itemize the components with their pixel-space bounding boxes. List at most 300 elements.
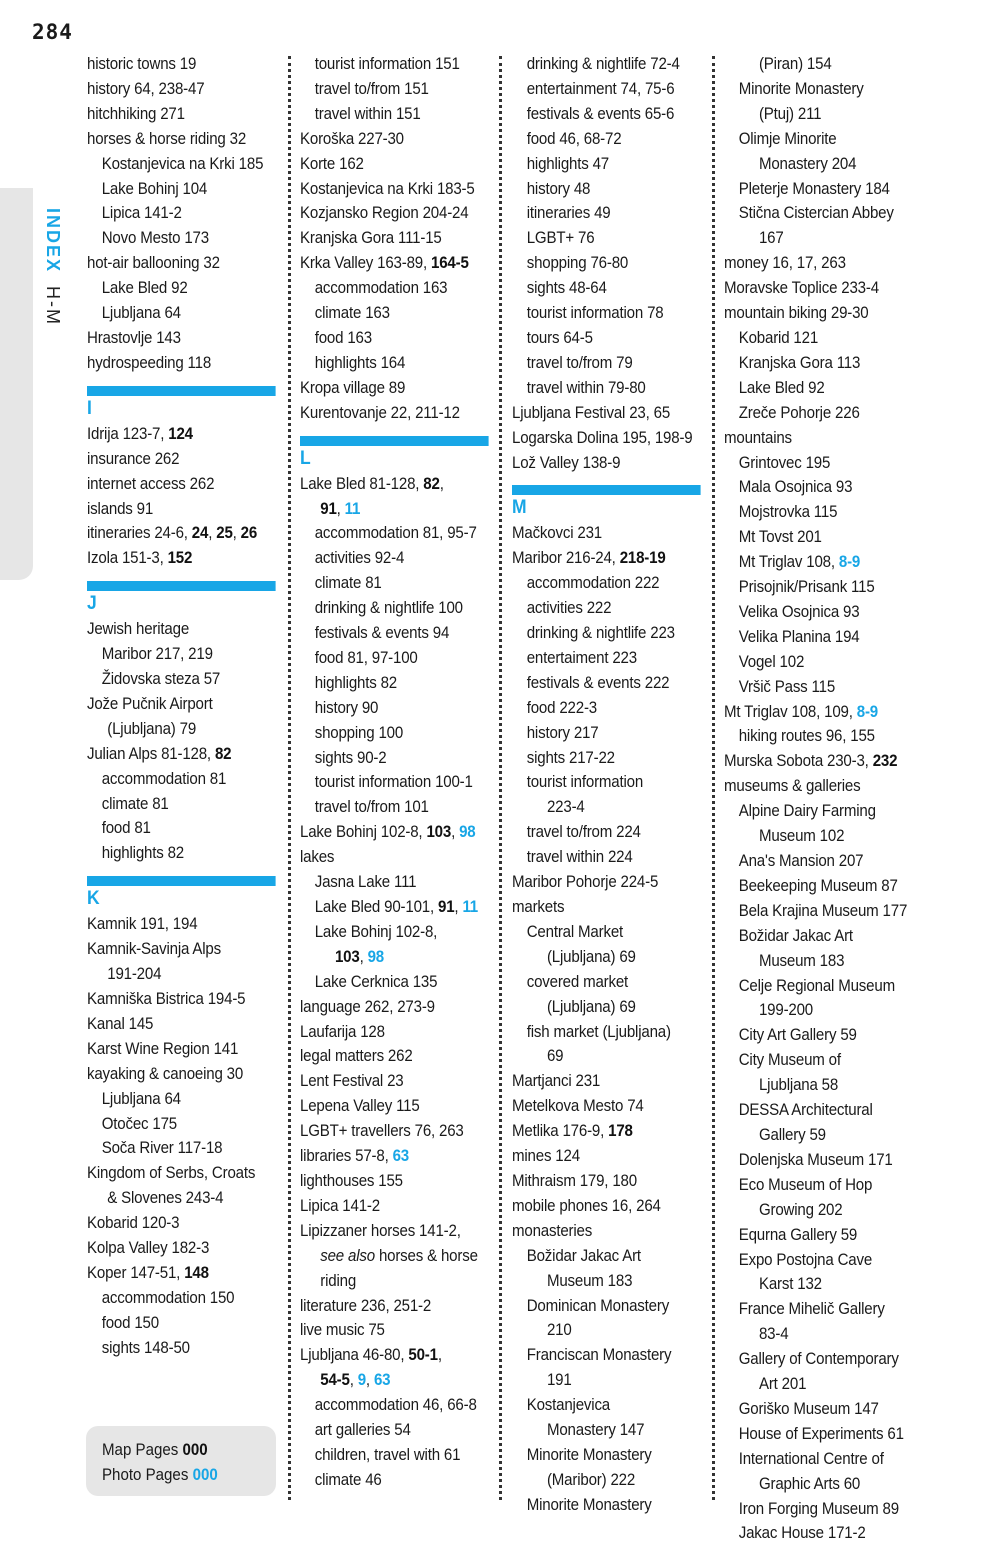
index-subentry <box>724 525 913 550</box>
entry-text: itineraries 49 <box>526 204 611 223</box>
photo-page-ref: 8-9 <box>838 553 861 572</box>
index-subentry <box>300 795 489 820</box>
entry-text: travel to/from 79 <box>526 353 633 372</box>
entry-text: , <box>349 1371 358 1390</box>
index-subentry <box>87 1336 271 1361</box>
index-subentry <box>87 1286 271 1311</box>
entry-text: accommodation 81, 95-7 <box>314 524 477 543</box>
index-subentry <box>724 376 913 401</box>
index-subentry <box>724 974 913 999</box>
index-entry <box>87 912 271 937</box>
section-header <box>300 436 489 472</box>
entry-text: Mt Triglav 108, <box>738 553 839 572</box>
entry-text: monasteries <box>512 1221 593 1240</box>
index-subentry <box>512 376 701 401</box>
entry-text: history 64, 238-47 <box>87 79 205 98</box>
page-key-legend <box>86 1426 276 1496</box>
column-divider <box>499 56 502 1500</box>
index-entry <box>87 1261 271 1286</box>
index-subentry <box>512 251 701 276</box>
index-subentry <box>512 1269 701 1294</box>
index-subentry <box>724 351 913 376</box>
index-entry <box>300 1194 489 1219</box>
section-header <box>87 876 271 912</box>
index-entry <box>87 1211 271 1236</box>
entry-text: , <box>359 947 368 966</box>
entry-text: Maribor Pohorje 224-5 <box>512 873 659 892</box>
entry-text: Lipica 141-2 <box>101 204 182 223</box>
index-entry <box>300 472 489 497</box>
index-subentry <box>300 102 489 127</box>
entry-text: Kamnik 191, 194 <box>87 915 198 934</box>
index-entry <box>87 251 271 276</box>
entry-text: accommodation 46, 66-8 <box>314 1396 477 1415</box>
entry-text: shopping 100 <box>314 723 404 742</box>
index-entry <box>87 521 271 546</box>
entry-text: Kostanjevica na Krki 183-5 <box>300 179 475 198</box>
entry-text: Growing 202 <box>758 1200 843 1219</box>
index-subentry <box>724 724 913 749</box>
entry-text: Beekeeping Museum 87 <box>738 876 898 895</box>
entry-text: Franciscan Monastery <box>526 1346 672 1365</box>
entry-text: accommodation 81 <box>101 769 227 788</box>
index-subentry <box>724 1372 913 1397</box>
entry-text: highlights 164 <box>314 353 406 372</box>
index-entry <box>724 700 913 725</box>
photo-page-ref: 63 <box>373 1371 391 1390</box>
entry-text: , <box>232 524 241 543</box>
entry-text: travel to/from 101 <box>314 798 429 817</box>
entry-text: Jakac House 171-2 <box>738 1524 866 1543</box>
index-subentry <box>300 646 489 671</box>
index-subentry <box>724 152 913 177</box>
section-header-bar <box>87 386 276 396</box>
section-header-bar <box>300 436 489 446</box>
index-entry <box>87 1062 271 1087</box>
index-subentry <box>724 824 913 849</box>
index-entry <box>724 426 913 451</box>
index-entry <box>724 251 913 276</box>
map-page-ref: 91 <box>320 499 337 518</box>
index-subentry <box>87 1087 271 1112</box>
entry-text: Kranjska Gora 111-15 <box>300 229 442 248</box>
index-subentry <box>300 521 489 546</box>
entry-text: France Mihelič Gallery <box>738 1300 885 1319</box>
entry-text: Dolenjska Museum 171 <box>738 1150 893 1169</box>
index-subentry <box>512 52 701 77</box>
entry-text: food 163 <box>314 328 372 347</box>
entry-text: Lake Bled 81-128, <box>300 474 424 493</box>
entry-text: Ljubljana 64 <box>101 304 181 323</box>
index-subentry <box>512 1493 701 1518</box>
photo-page-ref: 98 <box>459 823 476 842</box>
entry-text: (Ljubljana) 69 <box>546 947 636 966</box>
index-subentry <box>512 1343 701 1368</box>
entry-text: , <box>336 499 345 518</box>
entry-text: Kamnik-Savinja Alps <box>87 940 221 959</box>
index-subentry <box>512 696 701 721</box>
entry-text: Novo Mesto 173 <box>101 229 209 248</box>
index-subentry <box>512 1044 701 1069</box>
entry-text: , <box>437 1346 442 1365</box>
map-pages-row <box>102 1438 262 1463</box>
index-entry <box>87 326 271 351</box>
index-column-4 <box>724 52 913 1546</box>
entry-text: mountains <box>724 428 792 447</box>
index-subentry <box>87 301 271 326</box>
section-letter: I <box>87 397 92 419</box>
index-entry <box>300 1144 489 1169</box>
entry-text: Metelkova Mesto 74 <box>512 1097 644 1116</box>
entry-text: horses & horse riding 32 <box>87 129 247 148</box>
index-entry <box>512 546 701 571</box>
entry-text: food 150 <box>101 1313 159 1332</box>
index-subentry <box>724 849 913 874</box>
index-entry <box>512 1144 701 1169</box>
index-entry <box>87 52 271 77</box>
entry-text: Mala Osojnica 93 <box>738 478 853 497</box>
index-subentry <box>724 949 913 974</box>
entry-text: travel to/from 224 <box>526 823 641 842</box>
section-letter: K <box>87 888 100 910</box>
index-entry <box>300 820 489 845</box>
index-subentry <box>512 721 701 746</box>
index-subentry <box>300 301 489 326</box>
index-entry <box>300 127 489 152</box>
index-subentry <box>724 475 913 500</box>
index-entry <box>87 692 271 717</box>
index-entry <box>512 451 701 476</box>
index-subentry <box>512 646 701 671</box>
entry-text: LGBT+ 76 <box>526 229 595 248</box>
entry-text: Celje Regional Museum <box>738 976 895 995</box>
section-header <box>87 581 271 617</box>
entry-text: Minorite Monastery <box>526 1495 652 1514</box>
entry-text: Central Market <box>526 922 624 941</box>
map-page-ref: 50-1 <box>408 1346 438 1365</box>
index-subentry <box>724 451 913 476</box>
index-entry <box>300 995 489 1020</box>
entry-text: tours 64-5 <box>526 328 593 347</box>
entry-text: Olimje Minorite <box>738 129 837 148</box>
index-entry <box>300 376 489 401</box>
entry-text: Mt Tovst 201 <box>738 528 822 547</box>
entry-text: Lake Bled 92 <box>738 378 825 397</box>
index-subentry <box>724 625 913 650</box>
photo-page-ref: 9 <box>357 1371 366 1390</box>
entry-text: festivals & events 222 <box>526 673 670 692</box>
column-divider <box>712 56 715 1500</box>
entry-text: activities 222 <box>526 599 612 618</box>
entry-text: City Art Gallery 59 <box>738 1026 857 1045</box>
index-subentry <box>300 351 489 376</box>
index-entry <box>300 1119 489 1144</box>
entry-text: Stična Cistercian Abbey <box>738 204 894 223</box>
index-subentry <box>300 326 489 351</box>
index-entry <box>87 1012 271 1037</box>
entry-text: internet access 262 <box>87 474 215 493</box>
index-subentry <box>724 177 913 202</box>
entry-text: lakes <box>300 848 335 867</box>
entry-text: highlights 82 <box>314 673 398 692</box>
index-subentry <box>724 201 913 226</box>
entry-text: Otočec 175 <box>101 1114 178 1133</box>
entry-text: Kostanjevica <box>526 1396 611 1415</box>
entry-text: drinking & nightlife 223 <box>526 624 675 643</box>
index-subentry <box>724 1322 913 1347</box>
entry-text: accommodation 163 <box>314 279 448 298</box>
entry-text: Kostanjevica na Krki 185 <box>101 154 264 173</box>
index-subentry <box>87 177 271 202</box>
entry-text: food 46, 68-72 <box>526 129 622 148</box>
index-column-2 <box>300 52 489 1493</box>
index-subentry <box>512 1020 701 1045</box>
entry-text: , <box>365 1371 374 1390</box>
index-subentry <box>512 1294 701 1319</box>
index-subentry <box>512 77 701 102</box>
photo-page-ref: 11 <box>462 898 479 916</box>
index-subentry <box>87 1136 271 1161</box>
entry-text: Jasna Lake 111 <box>314 873 417 892</box>
entry-text: , <box>208 524 217 543</box>
section-letter: J <box>87 593 97 615</box>
entry-text: itineraries 24-6, <box>87 524 192 543</box>
index-entry <box>87 472 271 497</box>
index-subentry <box>512 746 701 771</box>
entry-text: Božidar Jakac Art <box>738 926 853 945</box>
entry-text: live music 75 <box>300 1321 385 1340</box>
entry-text: 199-200 <box>758 1001 814 1020</box>
map-pages-label: Map Pages <box>102 1441 179 1459</box>
entry-text: Jože Pučnik Airport <box>87 694 213 713</box>
index-entry <box>300 1094 489 1119</box>
index-entry <box>300 152 489 177</box>
entry-text: (Piran) 154 <box>758 55 832 73</box>
entry-text: tourist information <box>526 773 644 792</box>
index-subentry <box>512 127 701 152</box>
index-subentry <box>512 820 701 845</box>
index-column-1 <box>87 52 271 1361</box>
entry-text: drinking & nightlife 72-4 <box>526 55 680 73</box>
index-subentry <box>512 152 701 177</box>
entry-text: Božidar Jakac Art <box>526 1246 641 1265</box>
entry-text: Maribor 217, 219 <box>101 645 213 664</box>
photo-page-ref: 98 <box>367 947 385 966</box>
map-page-ref: 54-5 <box>320 1371 350 1390</box>
index-subentry <box>300 621 489 646</box>
entry-text: Kingdom of Serbs, Croats <box>87 1164 256 1183</box>
index-entry <box>87 1186 271 1211</box>
entry-text: entertainment 74, 75-6 <box>526 79 675 98</box>
index-subentry <box>300 1418 489 1443</box>
index-range-label: H-M <box>43 286 63 327</box>
map-page-ref: 148 <box>184 1263 209 1282</box>
index-subentry <box>300 696 489 721</box>
entry-text: Lipica 141-2 <box>300 1196 380 1215</box>
index-entry <box>512 1069 701 1094</box>
entry-text: language 262, 273-9 <box>300 997 435 1016</box>
entry-text: Idrija 123-7, <box>87 424 169 443</box>
entry-text: art galleries 54 <box>314 1421 411 1440</box>
index-subentry <box>724 799 913 824</box>
entry-text: City Museum of <box>738 1051 841 1070</box>
entry-text: Goriško Museum 147 <box>738 1399 879 1418</box>
index-subentry <box>724 500 913 525</box>
entry-text: Karst Wine Region 141 <box>87 1039 239 1058</box>
entry-text: Koper 147-51, <box>87 1263 185 1282</box>
entry-text: islands 91 <box>87 499 154 518</box>
entry-text: hydrospeeding 118 <box>87 353 212 372</box>
entry-text: Kobarid 120-3 <box>87 1214 180 1233</box>
entry-text: entertaiment 223 <box>526 648 637 667</box>
entry-text: food 81, 97-100 <box>314 648 418 667</box>
entry-text: Moravske Toplice 233-4 <box>724 279 879 298</box>
index-subentry <box>512 596 701 621</box>
entry-text: Art 201 <box>758 1375 807 1394</box>
index-subentry <box>724 102 913 127</box>
index-subentry <box>512 177 701 202</box>
map-page-ref: 218-19 <box>619 549 666 568</box>
entry-text: mountain biking 29-30 <box>724 304 869 323</box>
entry-text: fish market (Ljubljana) <box>526 1022 671 1041</box>
photo-pages-row <box>102 1463 262 1488</box>
entry-text: (Ptuj) 211 <box>758 104 822 123</box>
index-entry <box>724 301 913 326</box>
index-subentry <box>724 600 913 625</box>
entry-text: Metlika 176-9, <box>512 1122 609 1141</box>
index-subentry <box>512 621 701 646</box>
entry-text: Ljubljana 58 <box>758 1076 839 1095</box>
entry-text: Monastery 147 <box>546 1421 645 1440</box>
index-subentry <box>724 1073 913 1098</box>
entry-text: literature 236, 251-2 <box>300 1296 432 1315</box>
index-entry <box>724 276 913 301</box>
photo-page-ref: 8-9 <box>856 702 879 721</box>
index-subentry <box>87 816 271 841</box>
index-entry <box>724 774 913 799</box>
index-subentry <box>724 1248 913 1273</box>
index-entry <box>300 1318 489 1343</box>
index-subentry <box>724 1198 913 1223</box>
index-subentry <box>724 1297 913 1322</box>
index-subentry <box>300 870 489 895</box>
index-subentry <box>724 1173 913 1198</box>
entry-text: sights 48-64 <box>526 279 607 298</box>
index-subentry <box>300 77 489 102</box>
map-page-ref: 178 <box>608 1122 633 1141</box>
index-entry <box>87 351 271 376</box>
entry-text: money 16, 17, 263 <box>724 254 846 273</box>
index-subentry <box>512 845 701 870</box>
index-entry <box>300 845 489 870</box>
entry-text: Expo Postojna Cave <box>738 1250 873 1269</box>
index-subentry <box>300 1468 489 1493</box>
index-subentry <box>300 571 489 596</box>
entry-text: sights 90-2 <box>314 748 387 767</box>
entry-text: 223-4 <box>546 798 585 817</box>
entry-text: Kanal 145 <box>87 1014 154 1033</box>
index-subentry <box>512 1468 701 1493</box>
index-subentry <box>724 1397 913 1422</box>
index-subentry <box>512 1393 701 1418</box>
entry-text: hitchhiking 271 <box>87 104 185 123</box>
entry-text: Koroška 227-30 <box>300 129 404 148</box>
entry-text: children, travel with 61 <box>314 1445 461 1464</box>
index-subentry <box>512 102 701 127</box>
index-subentry <box>724 326 913 351</box>
map-page-ref: 82 <box>423 474 440 493</box>
index-subentry <box>300 746 489 771</box>
entry-text: festivals & events 65-6 <box>526 104 675 123</box>
entry-text: Maribor 216-24, <box>512 549 620 568</box>
entry-text: travel within 224 <box>526 848 633 867</box>
entry-text: 191 <box>546 1371 572 1390</box>
map-page-ref: 26 <box>240 524 258 543</box>
index-subentry <box>512 326 701 351</box>
index-subentry <box>300 546 489 571</box>
index-subentry <box>300 970 489 995</box>
index-subentry <box>512 995 701 1020</box>
photo-pages-label: Photo Pages <box>102 1466 189 1484</box>
index-subentry <box>724 575 913 600</box>
index-entry <box>87 962 271 987</box>
index-subentry <box>724 1123 913 1148</box>
entry-text: museums & galleries <box>724 777 861 796</box>
index-entry <box>87 1037 271 1062</box>
entry-text: hiking routes 96, 155 <box>738 727 875 746</box>
entry-text: 167 <box>758 229 784 248</box>
entry-text: food 81 <box>101 819 151 838</box>
entry-text: Monastery 204 <box>758 154 857 173</box>
index-entry <box>300 226 489 251</box>
entry-text: Soča River 117-18 <box>101 1139 223 1158</box>
index-subentry <box>724 550 913 575</box>
entry-text: sights 217-22 <box>526 748 615 767</box>
entry-text: tourist information 100-1 <box>314 773 473 792</box>
entry-text: Vršič Pass 115 <box>738 677 836 696</box>
entry-text: (Ljubljana) 79 <box>107 719 197 738</box>
section-header-bar <box>512 485 701 495</box>
section-header-bar <box>87 581 276 591</box>
index-subentry <box>724 899 913 924</box>
map-page-ref: 91 <box>438 898 455 916</box>
entry-text: libraries 57-8, <box>300 1147 393 1166</box>
entry-text: travel within 79-80 <box>526 378 646 397</box>
index-entry <box>87 422 271 447</box>
entry-text: travel within 151 <box>314 104 421 123</box>
index-subentry <box>724 924 913 949</box>
entry-text: kayaking & canoeing 30 <box>87 1064 244 1083</box>
index-subentry <box>300 920 489 945</box>
entry-text: history 90 <box>314 698 379 717</box>
index-subentry <box>300 895 489 920</box>
entry-text: Velika Osojnica 93 <box>738 602 860 621</box>
entry-text: Jewish heritage <box>87 620 190 639</box>
entry-text: Lake Bled 90-101, <box>314 898 438 916</box>
entry-text: Minorite Monastery <box>526 1445 652 1464</box>
index-entry <box>87 717 271 742</box>
entry-text: Lake Cerknica 135 <box>314 972 438 991</box>
index-entry <box>300 1269 489 1294</box>
entry-text: House of Experiments 61 <box>738 1424 904 1443</box>
entry-text: Lož Valley 138-9 <box>512 453 621 472</box>
index-label: INDEX <box>43 208 63 274</box>
entry-text: Murska Sobota 230-3, <box>724 752 873 771</box>
entry-text: tourist information 78 <box>526 304 664 323</box>
entry-text: International Centre of <box>738 1449 884 1468</box>
index-entry <box>87 447 271 472</box>
entry-text: Lake Bohinj 104 <box>101 179 208 198</box>
